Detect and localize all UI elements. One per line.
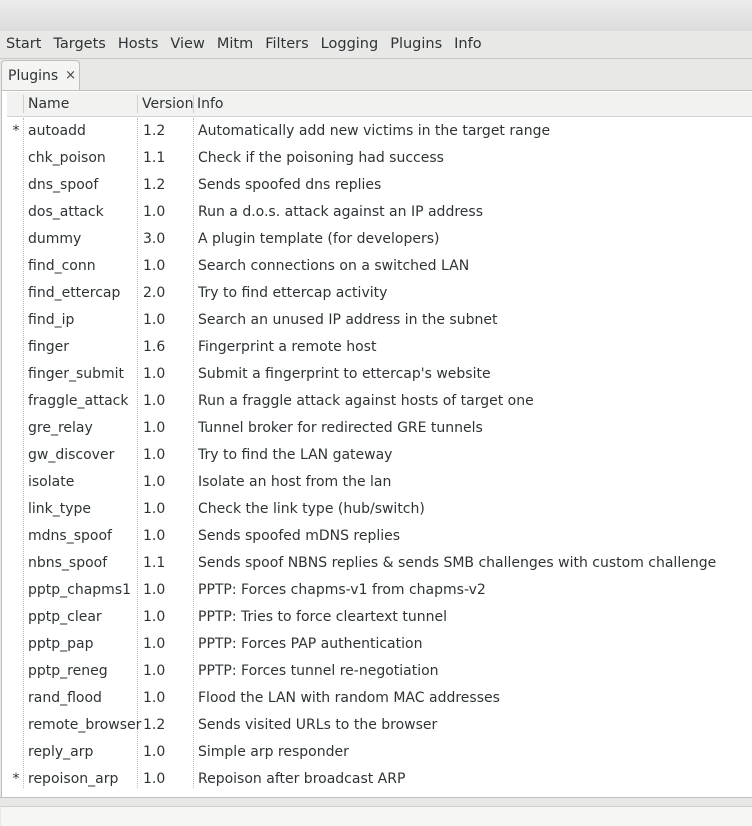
plugin-version: 1.0 (143, 420, 166, 436)
plugin-version: 2.0 (143, 285, 166, 301)
plugin-name: find_ip (28, 312, 75, 328)
table-row[interactable] (7, 685, 752, 712)
plugin-name: pptp_clear (28, 609, 102, 625)
menu-info[interactable]: Info (454, 36, 482, 52)
plugin-name: mdns_spoof (28, 528, 112, 544)
plugin-info: Try to find the LAN gateway (198, 447, 393, 463)
menu-bar (0, 31, 752, 59)
plugin-name: dns_spoof (28, 177, 99, 193)
tab-plugins-label: Plugins (8, 67, 59, 84)
table-row[interactable] (7, 118, 752, 145)
plugin-rows (7, 118, 752, 793)
table-row[interactable] (7, 361, 752, 388)
plugin-name: find_ettercap (28, 285, 121, 301)
plugin-name: link_type (28, 501, 92, 517)
table-row[interactable] (7, 415, 752, 442)
plugin-info: Isolate an host from the lan (198, 474, 392, 490)
window-titlebar[interactable] (0, 0, 752, 31)
column-header-name[interactable]: Name (28, 96, 70, 112)
table-row[interactable] (7, 766, 752, 793)
column-header-row (7, 92, 752, 117)
table-row[interactable] (7, 442, 752, 469)
plugin-version: 1.0 (143, 312, 166, 328)
table-row[interactable] (7, 604, 752, 631)
table-row[interactable] (7, 253, 752, 280)
plugin-name: pptp_chapms1 (28, 582, 132, 598)
plugin-version: 1.0 (143, 366, 166, 382)
plugin-info: PPTP: Forces chapms-v1 from chapms-v2 (198, 582, 486, 598)
plugin-version: 1.0 (143, 501, 166, 517)
table-row[interactable] (7, 199, 752, 226)
table-row[interactable] (7, 307, 752, 334)
plugin-version: 1.2 (143, 177, 166, 193)
plugin-name: isolate (28, 474, 75, 490)
plugin-version: 1.0 (143, 582, 166, 598)
plugin-version: 1.0 (143, 771, 166, 787)
menu-mitm[interactable]: Mitm (216, 36, 254, 52)
plugins-list-view[interactable] (1, 90, 752, 797)
plugin-name: dos_attack (28, 204, 104, 220)
tab-strip (0, 59, 752, 90)
table-row[interactable] (7, 496, 752, 523)
table-row[interactable] (7, 469, 752, 496)
plugin-loaded-mark: * (12, 123, 20, 139)
plugin-name: rand_flood (28, 690, 102, 706)
menu-logging[interactable]: Logging (320, 36, 379, 52)
table-row[interactable] (7, 280, 752, 307)
plugin-info: Automatically add new victims in the target range (198, 123, 551, 139)
plugin-version: 1.0 (143, 609, 166, 625)
plugin-info: PPTP: Forces tunnel re-negotiation (198, 663, 439, 679)
plugin-info: Sends visited URLs to the browser (198, 717, 438, 733)
plugin-version: 1.0 (143, 447, 166, 463)
plugin-info: Search an unused IP address in the subnet (198, 312, 498, 328)
plugin-info: Flood the LAN with random MAC addresses (198, 690, 500, 706)
plugin-info: Simple arp responder (198, 744, 349, 760)
plugin-version: 1.0 (143, 528, 166, 544)
plugin-info: Sends spoofed dns replies (198, 177, 382, 193)
plugin-info: Check the link type (hub/switch) (198, 501, 425, 517)
plugin-info: Try to find ettercap activity (198, 285, 388, 301)
plugin-info: Search connections on a switched LAN (198, 258, 470, 274)
table-row[interactable] (7, 631, 752, 658)
plugin-version: 1.6 (143, 339, 166, 355)
plugin-name: remote_browser (28, 717, 142, 733)
menu-plugins[interactable]: Plugins (390, 36, 443, 52)
plugin-name: gw_discover (28, 447, 115, 463)
plugin-info: Sends spoof NBNS replies & sends SMB challenges with custom challenge (198, 555, 717, 571)
bottom-pane (0, 797, 752, 824)
table-row[interactable] (7, 145, 752, 172)
tab-plugins[interactable] (1, 60, 80, 90)
plugin-name: gre_relay (28, 420, 93, 436)
plugin-version: 1.0 (143, 636, 166, 652)
table-row[interactable] (7, 226, 752, 253)
plugin-info: Check if the poisoning had success (198, 150, 444, 166)
plugin-info: PPTP: Tries to force cleartext tunnel (198, 609, 447, 625)
plugin-name: fraggle_attack (28, 393, 129, 409)
plugin-version: 3.0 (143, 231, 166, 247)
plugin-info: Repoison after broadcast ARP (198, 771, 406, 787)
table-row[interactable] (7, 577, 752, 604)
plugin-name: find_conn (28, 258, 96, 274)
plugin-version: 1.0 (143, 258, 166, 274)
plugin-version: 1.1 (143, 150, 166, 166)
plugin-version: 1.0 (143, 663, 166, 679)
plugin-info: Run a d.o.s. attack against an IP address (198, 204, 483, 220)
plugin-name: nbns_spoof (28, 555, 108, 571)
table-row[interactable] (7, 739, 752, 766)
plugin-version: 1.1 (143, 555, 166, 571)
plugin-name: reply_arp (28, 744, 94, 760)
plugin-name: chk_poison (28, 150, 106, 166)
plugin-version: 1.0 (143, 393, 166, 409)
plugin-name: repoison_arp (28, 771, 119, 787)
header-separator (137, 95, 138, 113)
header-separator (193, 95, 194, 113)
menu-start[interactable]: Start (6, 36, 42, 52)
plugin-info: Run a fraggle attack against hosts of target one (198, 393, 534, 409)
plugin-name: autoadd (28, 123, 86, 139)
plugin-version: 1.0 (143, 474, 166, 490)
menu-filters[interactable]: Filters (265, 36, 309, 52)
plugin-name: finger (28, 339, 69, 355)
plugin-version: 1.0 (143, 204, 166, 220)
menu-targets[interactable]: Targets (53, 36, 106, 52)
table-row[interactable] (7, 388, 752, 415)
plugin-version: 1.2 (143, 717, 166, 733)
menu-hosts[interactable]: Hosts (117, 36, 159, 52)
table-row[interactable] (7, 658, 752, 685)
header-separator (23, 95, 24, 113)
table-row[interactable] (7, 550, 752, 577)
plugin-version: 1.2 (143, 123, 166, 139)
column-header-version[interactable]: Version (142, 96, 194, 112)
plugin-info: PPTP: Forces PAP authentication (198, 636, 423, 652)
table-row[interactable] (7, 523, 752, 550)
plugin-name: finger_submit (28, 366, 125, 382)
column-header-info[interactable]: Info (197, 96, 224, 112)
plugin-loaded-mark: * (12, 771, 20, 787)
message-area (1, 806, 752, 826)
plugin-name: pptp_reneg (28, 663, 108, 679)
table-row[interactable] (7, 172, 752, 199)
plugin-info: Tunnel broker for redirected GRE tunnels (198, 420, 483, 436)
table-row[interactable] (7, 712, 752, 739)
close-icon[interactable]: × (65, 68, 77, 83)
table-row[interactable] (7, 334, 752, 361)
plugin-info: Submit a fingerprint to ettercap's website (198, 366, 491, 382)
plugin-version: 1.0 (143, 744, 166, 760)
plugin-info: Fingerprint a remote host (198, 339, 377, 355)
plugin-info: A plugin template (for developers) (198, 231, 440, 247)
plugin-info: Sends spoofed mDNS replies (198, 528, 401, 544)
plugin-version: 1.0 (143, 690, 166, 706)
plugin-name: pptp_pap (28, 636, 94, 652)
menu-view[interactable]: View (170, 36, 205, 52)
plugin-name: dummy (28, 231, 82, 247)
